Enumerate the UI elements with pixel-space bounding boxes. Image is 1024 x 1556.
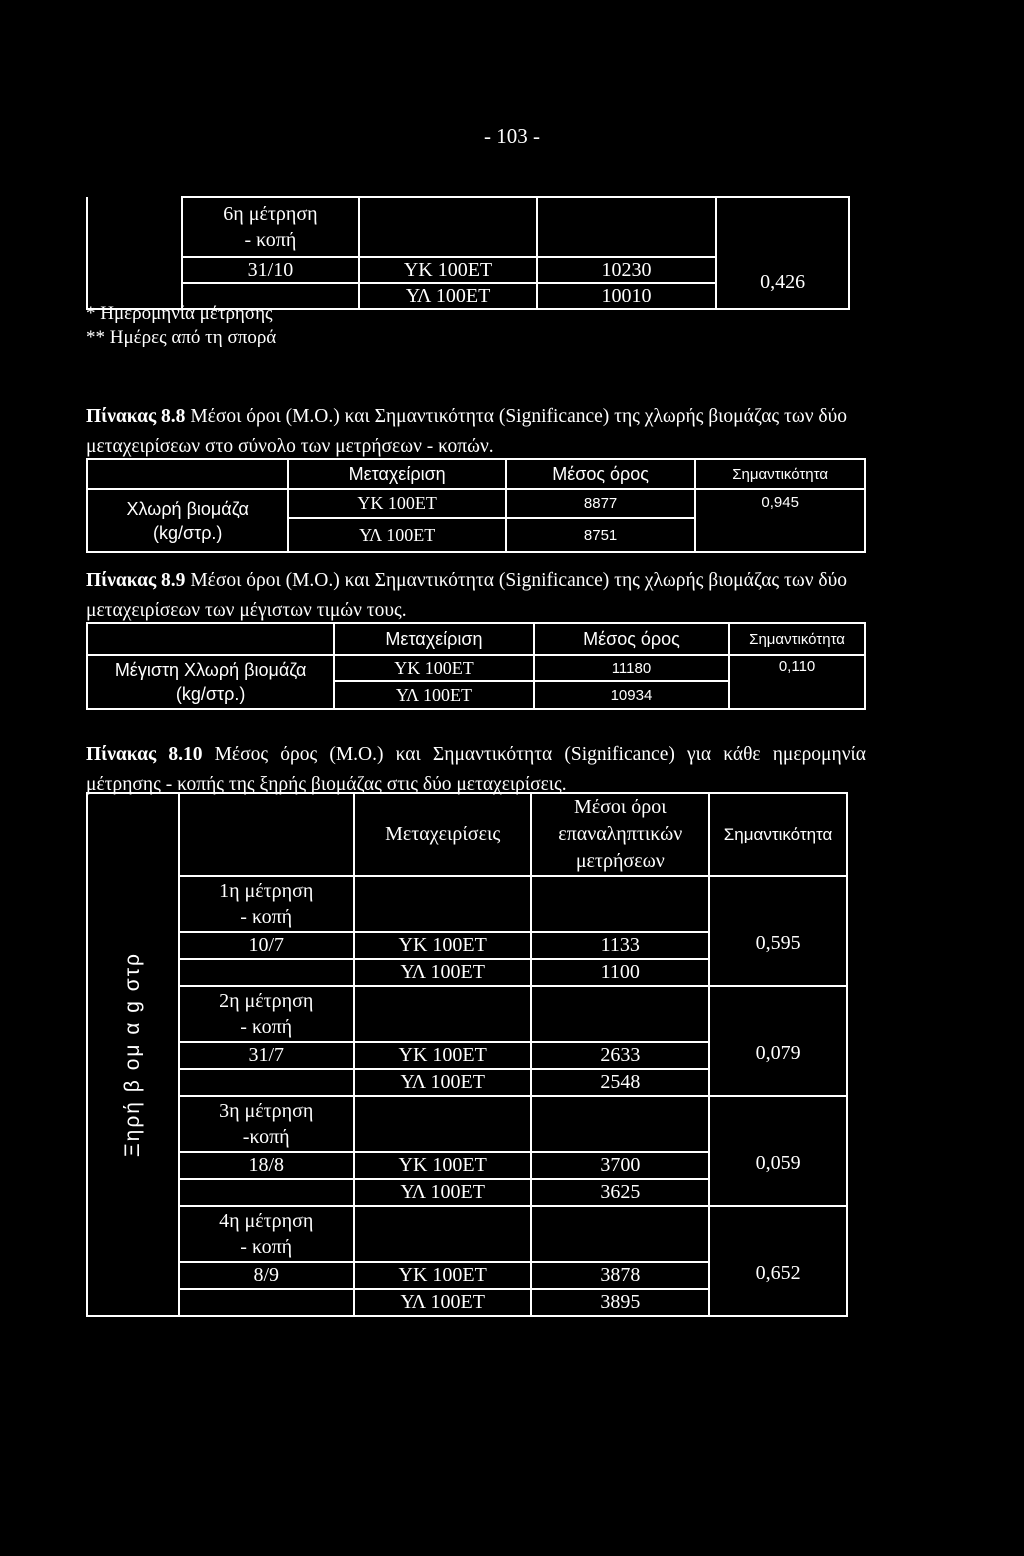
caption-table-8-10: Πίνακας 8.10 Μέσος όρος (Μ.Ο.) και Σημαντικότητα (Significance) για κάθε ημερομηνία μέτρησης - κοπής της ξηρής βιομάζας στις δύο μεταχειρίσεις.	[86, 744, 866, 795]
treatment-cell: ΥΛ 100ΕΤ	[334, 681, 534, 709]
mean-cell: 3878	[531, 1262, 709, 1289]
header-treatment: Μεταχείριση	[334, 623, 534, 655]
mean-cell: 1100	[531, 959, 709, 986]
caption-table-8-8: Πίνακας 8.8 Μέσοι όροι (Μ.Ο.) και Σημαντικότητα (Significance) της χλωρής βιομάζας των δύο μεταχειρίσεων στο σύνολο των μετρήσεων - κοπών.	[86, 406, 847, 457]
treatment-cell: ΥΛ 100ΕΤ	[288, 518, 505, 552]
header-means: Μέσοι όροι επαναληπτικών μετρήσεων	[531, 793, 709, 876]
mean-cell: 3700	[531, 1152, 709, 1179]
measurement-label: 3η μέτρηση -κοπή	[179, 1096, 354, 1152]
mean-cell: 3625	[531, 1179, 709, 1206]
mean-cell: 10230	[537, 257, 717, 283]
significance-cell: 0,426	[716, 257, 849, 309]
significance-cell: 0,595	[709, 932, 847, 986]
measurement-label: 1η μέτρηση - κοπή	[179, 876, 354, 932]
treatment-cell: ΥΛ 100ΕΤ	[354, 1069, 532, 1096]
significance-cell: 0,059	[709, 1152, 847, 1206]
table-6th-measurement	[86, 196, 850, 310]
mean-cell: 2633	[531, 1042, 709, 1069]
mean-cell: 11180	[534, 655, 729, 681]
header-significance: Σημαντικότητα	[729, 623, 865, 655]
row-label: Χλωρή βιομάζα (kg/στρ.)	[87, 489, 288, 552]
measurement-label: 4η μέτρηση - κοπή	[179, 1206, 354, 1262]
significance-cell: 0,079	[709, 1042, 847, 1096]
side-label: Ξηρή β ομ α g στρ	[87, 793, 179, 1316]
header-mean: Μέσος όρος	[534, 623, 729, 655]
measurement-date: 8/9	[179, 1262, 354, 1289]
mean-cell: 1133	[531, 932, 709, 959]
treatment-cell: ΥΛ 100ΕΤ	[354, 959, 532, 986]
significance-cell: 0,945	[695, 489, 865, 552]
page-number: - 103 -	[484, 124, 540, 148]
treatment-cell: ΥΛ 100ΕΤ	[359, 283, 537, 309]
mean-cell: 10010	[537, 283, 717, 309]
measurement-date: 31/7	[179, 1042, 354, 1069]
measurement-date: 18/8	[179, 1152, 354, 1179]
significance-cell: 0,110	[729, 655, 865, 709]
treatment-cell: ΥΚ 100ΕΤ	[288, 489, 505, 518]
mean-cell: 2548	[531, 1069, 709, 1096]
measurement-label: 2η μέτρηση - κοπή	[179, 986, 354, 1042]
table-8-9	[86, 622, 866, 710]
footnote-date: * Ημερομηνία μέτρησης	[86, 303, 273, 324]
header-treatments: Μεταχειρίσεις	[354, 793, 532, 876]
treatment-cell: ΥΚ 100ΕΤ	[354, 1042, 532, 1069]
treatment-cell: ΥΚ 100ΕΤ	[334, 655, 534, 681]
measurement-label: 6η μέτρηση - κοπή	[182, 197, 360, 257]
treatment-cell: ΥΚ 100ΕΤ	[359, 257, 537, 283]
footnote-days: ** Ημέρες από τη σπορά	[86, 327, 277, 348]
mean-cell: 10934	[534, 681, 729, 709]
treatment-cell: ΥΚ 100ΕΤ	[354, 1262, 532, 1289]
measurement-date: 31/10	[182, 257, 360, 283]
treatment-cell: ΥΛ 100ΕΤ	[354, 1289, 532, 1316]
header-significance: Σημαντικότητα	[709, 793, 847, 876]
treatment-cell: ΥΚ 100ΕΤ	[354, 1152, 532, 1179]
table-8-8	[86, 458, 866, 553]
header-mean: Μέσος όρος	[506, 459, 695, 489]
caption-table-8-9: Πίνακας 8.9 Μέσοι όροι (Μ.Ο.) και Σημαντικότητα (Significance) της χλωρής βιομάζας των δύο μεταχειρίσεων των μέγιστων τιμών τους.	[86, 570, 847, 621]
header-significance: Σημαντικότητα	[695, 459, 865, 489]
mean-cell: 8751	[506, 518, 695, 552]
treatment-cell: ΥΚ 100ΕΤ	[354, 932, 532, 959]
measurement-date: 10/7	[179, 932, 354, 959]
footnotes	[86, 302, 276, 350]
mean-cell: 3895	[531, 1289, 709, 1316]
significance-cell: 0,652	[709, 1262, 847, 1316]
treatment-cell: ΥΛ 100ΕΤ	[354, 1179, 532, 1206]
header-treatment: Μεταχείριση	[288, 459, 505, 489]
mean-cell: 8877	[506, 489, 695, 518]
row-label: Μέγιστη Χλωρή βιομάζα (kg/στρ.)	[87, 655, 334, 709]
table-8-10	[86, 792, 848, 1317]
